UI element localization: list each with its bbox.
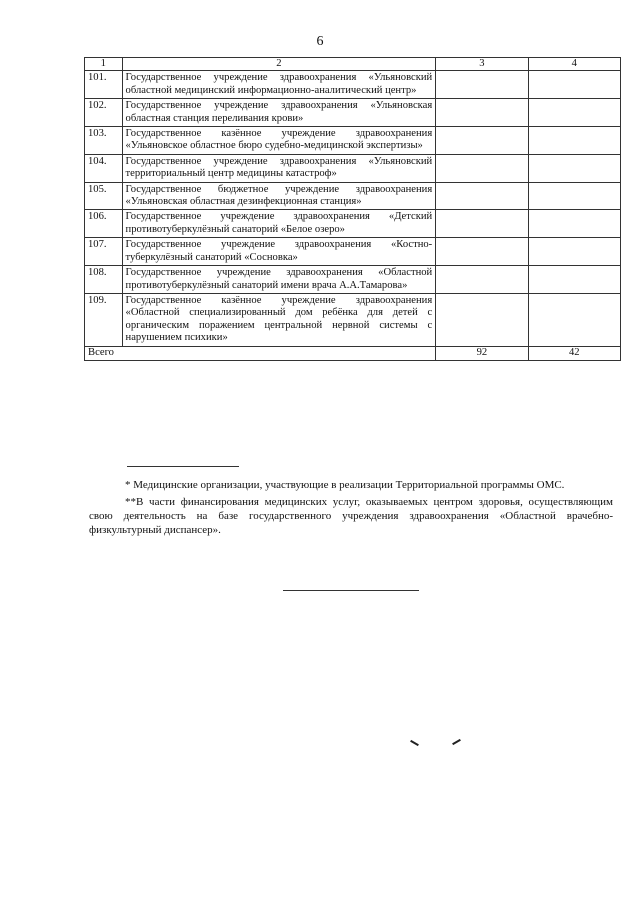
row-number: 103. <box>85 127 123 155</box>
row-number: 102. <box>85 99 123 127</box>
end-of-document-line <box>283 590 419 591</box>
table-row <box>85 99 621 127</box>
column-4-value <box>528 210 620 238</box>
row-number: 101. <box>85 71 123 99</box>
column-4-value <box>528 99 620 127</box>
total-column-3: 92 <box>436 346 528 360</box>
table-row <box>85 293 621 346</box>
institution-name: Государственное казённое учреждение здравоохранения «Областной специализированный дом ребёнка для детей с органическим поражением центральной нервной системы с нарушением психики» <box>122 293 436 346</box>
footnote-1: * Медицинские организации, участвующие в реализации Территориальной программы ОМС. <box>125 479 565 491</box>
footnote-2: **В части финансирования медицинских услуг, оказываемых центром здоровья, осуществляющим свою деятельность на базе государственного учреждения здравоохранения «Областной врачебно-физкультурный диспансер». <box>89 496 613 536</box>
table-row <box>85 154 621 182</box>
page-number: 6 <box>316 34 324 49</box>
header-cell-4: 4 <box>528 58 620 71</box>
column-3-value <box>436 210 528 238</box>
institution-name: Государственное учреждение здравоохранения «Костно-туберкулёзный санаторий «Сосновка» <box>122 238 436 266</box>
row-number: 108. <box>85 266 123 294</box>
table-row <box>85 266 621 294</box>
total-column-4: 42 <box>528 346 620 360</box>
column-4-value <box>528 238 620 266</box>
header-cell-1: 1 <box>85 58 123 71</box>
row-number: 107. <box>85 238 123 266</box>
institution-name: Государственное бюджетное учреждение здравоохранения «Ульяновская областная дезинфекционная станция» <box>122 182 436 210</box>
table-row <box>85 182 621 210</box>
total-row <box>85 346 621 360</box>
institution-name: Государственное учреждение здравоохранения «Детский противотуберкулёзный санаторий «Белое озеро» <box>122 210 436 238</box>
column-3-value <box>436 71 528 99</box>
column-3-value <box>436 182 528 210</box>
institutions-table <box>84 57 621 361</box>
row-number: 105. <box>85 182 123 210</box>
institution-name: Государственное учреждение здравоохранения «Ульяновская областная станция переливания крови» <box>122 99 436 127</box>
footnotes <box>89 478 613 537</box>
institution-name: Государственное учреждение здравоохранения «Ульяновский территориальный центр медицины катастроф» <box>122 154 436 182</box>
institution-name: Государственное казённое учреждение здравоохранения «Ульяновское областное бюро судебно-медицинской экспертизы» <box>122 127 436 155</box>
institution-name: Государственное учреждение здравоохранения «Областной противотуберкулёзный санаторий имени врача А.А.Тамарова» <box>122 266 436 294</box>
header-cell-3: 3 <box>436 58 528 71</box>
table-row <box>85 127 621 155</box>
column-4-value <box>528 293 620 346</box>
column-4-value <box>528 127 620 155</box>
table-row <box>85 238 621 266</box>
row-number: 106. <box>85 210 123 238</box>
column-3-value <box>436 154 528 182</box>
column-4-value <box>528 182 620 210</box>
column-4-value <box>528 71 620 99</box>
column-3-value <box>436 238 528 266</box>
table-header-row <box>85 58 621 71</box>
header-cell-2: 2 <box>122 58 436 71</box>
column-3-value <box>436 99 528 127</box>
column-3-value <box>436 127 528 155</box>
column-3-value <box>436 266 528 294</box>
scan-mark <box>452 739 461 745</box>
total-label: Всего <box>85 346 436 360</box>
row-number: 104. <box>85 154 123 182</box>
column-3-value <box>436 293 528 346</box>
institution-name: Государственное учреждение здравоохранения «Ульяновский областной медицинский информационно-аналитический центр» <box>122 71 436 99</box>
table-row <box>85 210 621 238</box>
table-row <box>85 71 621 99</box>
column-4-value <box>528 154 620 182</box>
row-number: 109. <box>85 293 123 346</box>
footnote-separator <box>127 466 239 467</box>
column-4-value <box>528 266 620 294</box>
scan-mark <box>410 740 419 746</box>
